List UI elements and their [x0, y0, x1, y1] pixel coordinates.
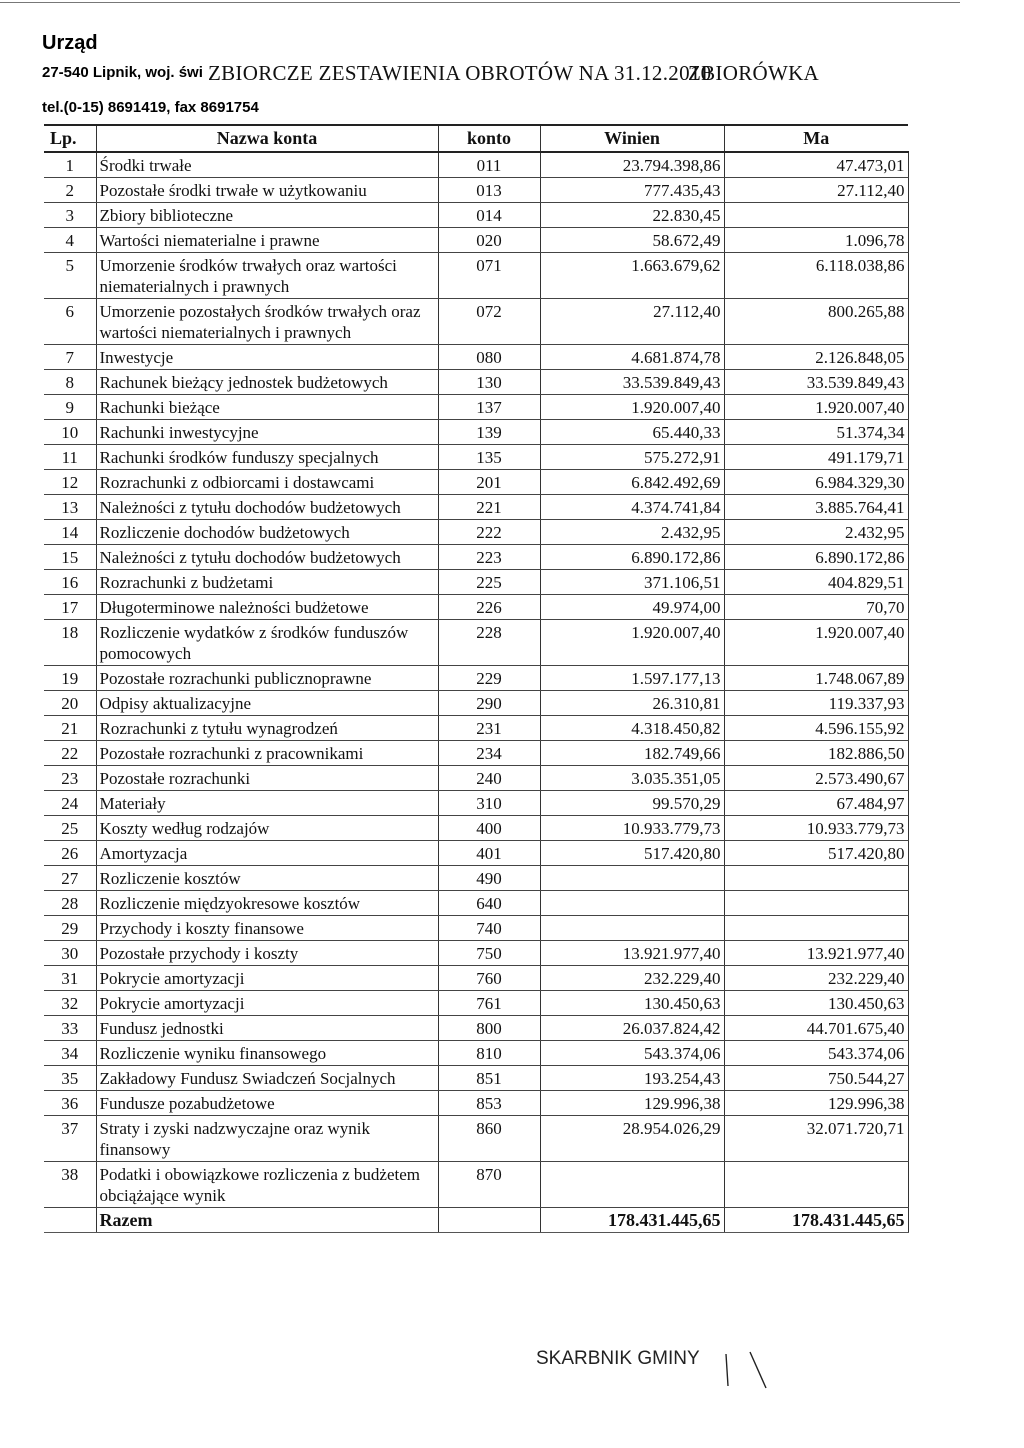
- row-account-name: Rozrachunki z odbiorcami i dostawcami: [96, 470, 438, 495]
- row-account-number: 853: [438, 1091, 540, 1116]
- row-debit: 22.830,45: [540, 203, 724, 228]
- row-lp: 21: [44, 716, 96, 741]
- row-debit: 6.842.492,69: [540, 470, 724, 495]
- row-debit: [540, 866, 724, 891]
- row-account-name: Pozostałe przychody i koszty: [96, 941, 438, 966]
- row-credit: 750.544,27: [724, 1066, 908, 1091]
- document-subtitle: ZBIORÓWKA: [688, 61, 820, 85]
- row-account-number: 226: [438, 595, 540, 620]
- row-account-name: Podatki i obowiązkowe rozliczenia z budżetem obciążające wynik: [96, 1162, 438, 1208]
- total-ma: 178.431.445,65: [724, 1208, 908, 1233]
- row-credit: 70,70: [724, 595, 908, 620]
- row-credit: [724, 916, 908, 941]
- row-debit: 99.570,29: [540, 791, 724, 816]
- row-account-name: Rachunki bieżące: [96, 395, 438, 420]
- row-credit: 517.420,80: [724, 841, 908, 866]
- row-lp: 30: [44, 941, 96, 966]
- table-row: [44, 420, 908, 445]
- row-credit: 543.374,06: [724, 1041, 908, 1066]
- row-credit: 1.748.067,89: [724, 666, 908, 691]
- row-lp: 29: [44, 916, 96, 941]
- table-row: [44, 620, 908, 666]
- row-account-number: 014: [438, 203, 540, 228]
- row-lp: 6: [44, 299, 96, 345]
- row-account-number: 740: [438, 916, 540, 941]
- row-credit: 6.984.329,30: [724, 470, 908, 495]
- signature-stamp: SKARBNIK GMINY: [536, 1348, 700, 1369]
- table-row: [44, 866, 908, 891]
- row-debit: 777.435,43: [540, 178, 724, 203]
- row-lp: 19: [44, 666, 96, 691]
- row-debit: [540, 916, 724, 941]
- row-debit: 4.318.450,82: [540, 716, 724, 741]
- row-credit: [724, 203, 908, 228]
- row-account-number: 234: [438, 741, 540, 766]
- row-account-name: Pozostałe rozrachunki z pracownikami: [96, 741, 438, 766]
- table-row: [44, 716, 908, 741]
- row-credit: 1.920.007,40: [724, 395, 908, 420]
- row-lp: 5: [44, 253, 96, 299]
- table-row: [44, 766, 908, 791]
- row-account-name: Rachunki środków funduszy specjalnych: [96, 445, 438, 470]
- row-account-name: Pozostałe rozrachunki: [96, 766, 438, 791]
- table-row: [44, 1162, 908, 1208]
- row-debit: 6.890.172,86: [540, 545, 724, 570]
- total-konto: [438, 1208, 540, 1233]
- row-lp: 17: [44, 595, 96, 620]
- row-account-name: Należności z tytułu dochodów budżetowych: [96, 495, 438, 520]
- row-credit: 6.890.172,86: [724, 545, 908, 570]
- row-credit: 800.265,88: [724, 299, 908, 345]
- row-account-number: 137: [438, 395, 540, 420]
- row-account-name: Odpisy aktualizacyjne: [96, 691, 438, 716]
- row-account-name: Straty i zyski nadzwyczajne oraz wynik finansowy: [96, 1116, 438, 1162]
- row-account-name: Fundusz jednostki: [96, 1016, 438, 1041]
- table-row: [44, 1066, 908, 1091]
- row-debit: 10.933.779,73: [540, 816, 724, 841]
- row-credit: 2.126.848,05: [724, 345, 908, 370]
- table-row: [44, 891, 908, 916]
- row-credit: 10.933.779,73: [724, 816, 908, 841]
- row-lp: 1: [44, 152, 96, 178]
- row-account-number: 810: [438, 1041, 540, 1066]
- row-credit: 32.071.720,71: [724, 1116, 908, 1162]
- row-lp: 37: [44, 1116, 96, 1162]
- row-account-name: Należności z tytułu dochodów budżetowych: [96, 545, 438, 570]
- header-ma: Ma: [724, 125, 908, 152]
- row-account-number: 640: [438, 891, 540, 916]
- row-debit: 13.921.977,40: [540, 941, 724, 966]
- row-credit: 2.573.490,67: [724, 766, 908, 791]
- row-account-name: Rozrachunki z tytułu wynagrodzeń: [96, 716, 438, 741]
- row-credit: [724, 891, 908, 916]
- total-row: [44, 1208, 908, 1233]
- table-row: [44, 741, 908, 766]
- row-debit: 58.672,49: [540, 228, 724, 253]
- row-lp: 9: [44, 395, 96, 420]
- row-debit: 26.310,81: [540, 691, 724, 716]
- row-account-name: Pokrycie amortyzacji: [96, 991, 438, 1016]
- table-row: [44, 966, 908, 991]
- row-account-name: Amortyzacja: [96, 841, 438, 866]
- stamp-office: Urząd: [42, 32, 98, 54]
- row-credit: 51.374,34: [724, 420, 908, 445]
- table-row: [44, 1116, 908, 1162]
- row-account-number: 310: [438, 791, 540, 816]
- row-lp: 20: [44, 691, 96, 716]
- row-account-name: Zbiory biblioteczne: [96, 203, 438, 228]
- row-debit: 26.037.824,42: [540, 1016, 724, 1041]
- table-row: [44, 395, 908, 420]
- row-debit: 27.112,40: [540, 299, 724, 345]
- row-account-name: Umorzenie środków trwałych oraz wartości niematerialnych i prawnych: [96, 253, 438, 299]
- row-account-number: 223: [438, 545, 540, 570]
- row-account-number: 221: [438, 495, 540, 520]
- row-account-number: 080: [438, 345, 540, 370]
- table-row: [44, 445, 908, 470]
- row-credit: 6.118.038,86: [724, 253, 908, 299]
- row-account-number: 228: [438, 620, 540, 666]
- row-credit: 13.921.977,40: [724, 941, 908, 966]
- row-account-name: Fundusze pozabudżetowe: [96, 1091, 438, 1116]
- table-row: [44, 991, 908, 1016]
- page-top-rule: [0, 2, 960, 3]
- table-row: [44, 253, 908, 299]
- row-account-number: 013: [438, 178, 540, 203]
- row-account-name: Rachunki inwestycyjne: [96, 420, 438, 445]
- row-lp: 33: [44, 1016, 96, 1041]
- row-account-name: Rachunek bieżący jednostek budżetowych: [96, 370, 438, 395]
- row-account-name: Umorzenie pozostałych środków trwałych oraz wartości niematerialnych i prawnych: [96, 299, 438, 345]
- row-account-number: 870: [438, 1162, 540, 1208]
- row-debit: 65.440,33: [540, 420, 724, 445]
- row-debit: 193.254,43: [540, 1066, 724, 1091]
- row-debit: 371.106,51: [540, 570, 724, 595]
- row-credit: 33.539.849,43: [724, 370, 908, 395]
- row-account-number: 761: [438, 991, 540, 1016]
- row-lp: 13: [44, 495, 96, 520]
- row-credit: 119.337,93: [724, 691, 908, 716]
- row-account-name: Wartości niematerialne i prawne: [96, 228, 438, 253]
- row-debit: 1.597.177,13: [540, 666, 724, 691]
- row-lp: 4: [44, 228, 96, 253]
- row-account-name: Rozliczenie kosztów: [96, 866, 438, 891]
- row-lp: 22: [44, 741, 96, 766]
- row-account-number: 231: [438, 716, 540, 741]
- row-credit: [724, 866, 908, 891]
- row-credit: 232.229,40: [724, 966, 908, 991]
- header-lp: Lp.: [44, 125, 96, 152]
- row-lp: 28: [44, 891, 96, 916]
- row-debit: 49.974,00: [540, 595, 724, 620]
- row-lp: 10: [44, 420, 96, 445]
- total-lp: [44, 1208, 96, 1233]
- row-credit: 2.432,95: [724, 520, 908, 545]
- row-account-name: Pozostałe rozrachunki publicznoprawne: [96, 666, 438, 691]
- table-row: [44, 203, 908, 228]
- row-debit: 182.749,66: [540, 741, 724, 766]
- row-account-name: Rozrachunki z budżetami: [96, 570, 438, 595]
- table-row: [44, 595, 908, 620]
- row-account-number: 851: [438, 1066, 540, 1091]
- row-credit: 491.179,71: [724, 445, 908, 470]
- row-lp: 12: [44, 470, 96, 495]
- row-lp: 15: [44, 545, 96, 570]
- row-account-name: Rozliczenie wyniku finansowego: [96, 1041, 438, 1066]
- table-row: [44, 916, 908, 941]
- table-row: [44, 299, 908, 345]
- header-winien: Winien: [540, 125, 724, 152]
- row-debit: 4.374.741,84: [540, 495, 724, 520]
- row-lp: 35: [44, 1066, 96, 1091]
- row-account-name: Przychody i koszty finansowe: [96, 916, 438, 941]
- row-lp: 24: [44, 791, 96, 816]
- row-credit: 182.886,50: [724, 741, 908, 766]
- table-row: [44, 495, 908, 520]
- row-account-name: Środki trwałe: [96, 152, 438, 178]
- row-debit: 575.272,91: [540, 445, 724, 470]
- stamp-phone: tel.(0-15) 8691419, fax 8691754: [42, 99, 259, 116]
- row-lp: 26: [44, 841, 96, 866]
- row-account-number: 225: [438, 570, 540, 595]
- row-credit: 1.920.007,40: [724, 620, 908, 666]
- row-account-number: 490: [438, 866, 540, 891]
- row-debit: 33.539.849,43: [540, 370, 724, 395]
- table-row: [44, 520, 908, 545]
- row-lp: 3: [44, 203, 96, 228]
- row-account-number: 020: [438, 228, 540, 253]
- row-lp: 16: [44, 570, 96, 595]
- row-debit: 3.035.351,05: [540, 766, 724, 791]
- row-lp: 34: [44, 1041, 96, 1066]
- table-row: [44, 791, 908, 816]
- row-lp: 11: [44, 445, 96, 470]
- table-row: [44, 841, 908, 866]
- row-debit: 232.229,40: [540, 966, 724, 991]
- row-account-name: Rozliczenie międzyokresowe kosztów: [96, 891, 438, 916]
- row-credit: 44.701.675,40: [724, 1016, 908, 1041]
- stamp-address: 27-540 Lipnik, woj. świ: [42, 64, 203, 81]
- row-account-number: 240: [438, 766, 540, 791]
- row-debit: 543.374,06: [540, 1041, 724, 1066]
- table-row: [44, 370, 908, 395]
- table-row: [44, 228, 908, 253]
- row-debit: 1.920.007,40: [540, 395, 724, 420]
- row-lp: 8: [44, 370, 96, 395]
- row-lp: 23: [44, 766, 96, 791]
- row-lp: 27: [44, 866, 96, 891]
- table-row: [44, 470, 908, 495]
- row-account-number: 222: [438, 520, 540, 545]
- row-account-name: Pokrycie amortyzacji: [96, 966, 438, 991]
- row-lp: 18: [44, 620, 96, 666]
- row-account-name: Zakładowy Fundusz Swiadczeń Socjalnych: [96, 1066, 438, 1091]
- row-account-number: 800: [438, 1016, 540, 1041]
- row-credit: 129.996,38: [724, 1091, 908, 1116]
- table-row: [44, 691, 908, 716]
- row-lp: 36: [44, 1091, 96, 1116]
- row-account-number: 011: [438, 152, 540, 178]
- row-debit: 130.450,63: [540, 991, 724, 1016]
- row-lp: 32: [44, 991, 96, 1016]
- row-account-number: 400: [438, 816, 540, 841]
- row-account-name: Inwestycje: [96, 345, 438, 370]
- handwritten-signature: [720, 1350, 780, 1390]
- row-credit: 27.112,40: [724, 178, 908, 203]
- row-debit: 23.794.398,86: [540, 152, 724, 178]
- table-row: [44, 941, 908, 966]
- header-name: Nazwa konta: [96, 125, 438, 152]
- table-row: [44, 545, 908, 570]
- row-credit: [724, 1162, 908, 1208]
- row-account-name: Pozostałe środki trwałe w użytkowaniu: [96, 178, 438, 203]
- row-lp: 25: [44, 816, 96, 841]
- row-debit: 4.681.874,78: [540, 345, 724, 370]
- row-debit: 517.420,80: [540, 841, 724, 866]
- row-account-name: Rozliczenie wydatków z środków funduszów pomocowych: [96, 620, 438, 666]
- row-lp: 2: [44, 178, 96, 203]
- total-label: Razem: [96, 1208, 438, 1233]
- row-credit: 4.596.155,92: [724, 716, 908, 741]
- table-row: [44, 152, 908, 178]
- row-account-name: Materiały: [96, 791, 438, 816]
- row-account-number: 201: [438, 470, 540, 495]
- row-credit: 3.885.764,41: [724, 495, 908, 520]
- row-account-number: 290: [438, 691, 540, 716]
- row-credit: 404.829,51: [724, 570, 908, 595]
- row-debit: 28.954.026,29: [540, 1116, 724, 1162]
- row-account-number: 401: [438, 841, 540, 866]
- table-row: [44, 666, 908, 691]
- header-konto: konto: [438, 125, 540, 152]
- row-account-number: 229: [438, 666, 540, 691]
- row-credit: 1.096,78: [724, 228, 908, 253]
- table-row: [44, 178, 908, 203]
- row-lp: 38: [44, 1162, 96, 1208]
- ledger-table: [44, 124, 909, 1233]
- row-account-number: 860: [438, 1116, 540, 1162]
- row-account-name: Rozliczenie dochodów budżetowych: [96, 520, 438, 545]
- row-lp: 14: [44, 520, 96, 545]
- row-debit: [540, 891, 724, 916]
- row-account-number: 750: [438, 941, 540, 966]
- row-debit: [540, 1162, 724, 1208]
- row-credit: 67.484,97: [724, 791, 908, 816]
- table-row: [44, 816, 908, 841]
- row-debit: 1.663.679,62: [540, 253, 724, 299]
- row-account-number: 071: [438, 253, 540, 299]
- row-account-number: 072: [438, 299, 540, 345]
- row-account-number: 135: [438, 445, 540, 470]
- total-winien: 178.431.445,65: [540, 1208, 724, 1233]
- header-row: [44, 125, 908, 152]
- row-credit: 47.473,01: [724, 152, 908, 178]
- row-debit: 129.996,38: [540, 1091, 724, 1116]
- row-lp: 31: [44, 966, 96, 991]
- table-row: [44, 1091, 908, 1116]
- row-account-number: 139: [438, 420, 540, 445]
- table-row: [44, 1016, 908, 1041]
- row-account-number: 760: [438, 966, 540, 991]
- row-lp: 7: [44, 345, 96, 370]
- row-account-name: Długoterminowe należności budżetowe: [96, 595, 438, 620]
- row-debit: 1.920.007,40: [540, 620, 724, 666]
- table-row: [44, 345, 908, 370]
- table-row: [44, 1041, 908, 1066]
- row-debit: 2.432,95: [540, 520, 724, 545]
- row-account-name: Koszty według rodzajów: [96, 816, 438, 841]
- table-row: [44, 570, 908, 595]
- row-credit: 130.450,63: [724, 991, 908, 1016]
- document-title: ZBIORCZE ZESTAWIENIA OBROTÓW NA 31.12.2010: [208, 61, 712, 85]
- row-account-number: 130: [438, 370, 540, 395]
